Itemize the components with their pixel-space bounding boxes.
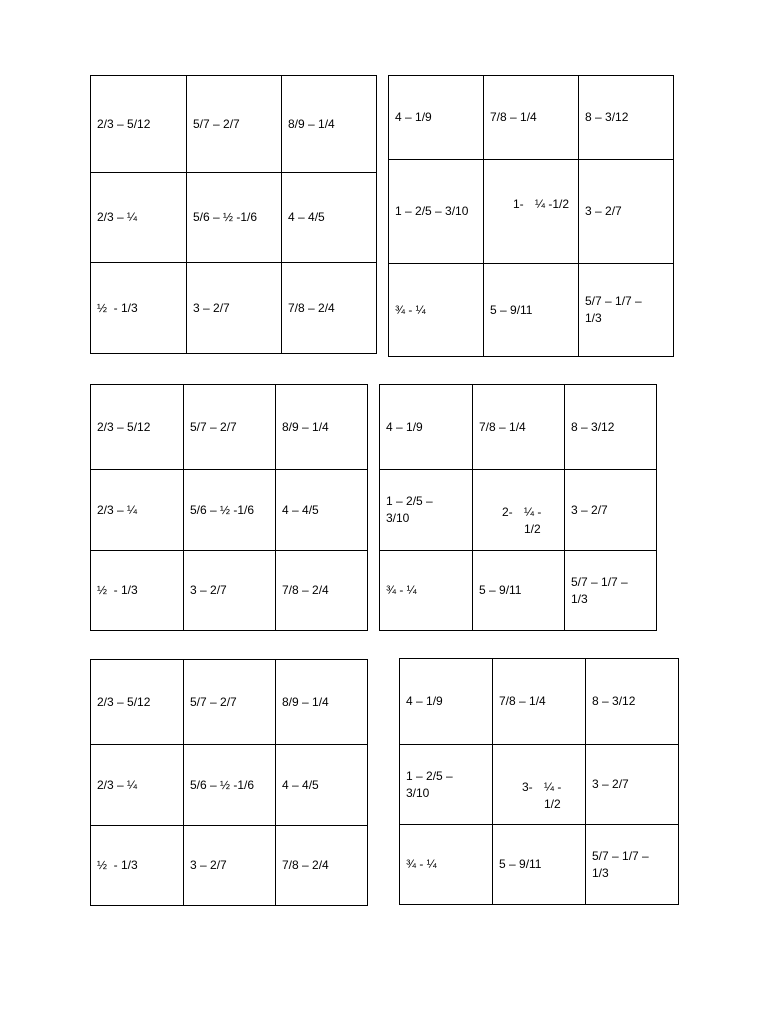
cell-expression: 3 – 2/7 xyxy=(585,204,622,218)
cell-expression: 4 – 1/9 xyxy=(386,419,423,434)
card-cell xyxy=(276,470,368,551)
cell-expression: ½ - 1/3 xyxy=(97,300,138,315)
card-cell xyxy=(380,551,473,631)
cell-expression: 4 – 1/9 xyxy=(395,110,432,124)
card-cell xyxy=(473,385,565,470)
cell-expression: 5 – 9/11 xyxy=(490,302,533,317)
cell-expression: 5/6 – ½ -1/6 xyxy=(190,502,255,517)
cell-expression: 8 – 3/12 xyxy=(571,419,615,434)
cell-expression: 3 – 2/7 xyxy=(193,300,230,315)
card-cell xyxy=(586,659,679,745)
card-cell xyxy=(565,551,657,631)
card-cell xyxy=(565,470,657,551)
cell-expression: 7/8 – 2/4 xyxy=(282,583,329,597)
cell-expression: 7/8 – 1/4 xyxy=(490,110,537,124)
cell-expression: ¼ -1/2 xyxy=(535,197,570,211)
card-cell xyxy=(493,745,586,825)
card-cell xyxy=(282,76,377,173)
cell-expression: 4 – 4/5 xyxy=(288,210,325,224)
fraction-card-2 xyxy=(388,75,674,357)
card-cell xyxy=(276,660,368,745)
cell-expression: 8 – 3/12 xyxy=(585,110,629,124)
card-cell xyxy=(91,551,184,631)
cell-expression: 4 – 1/9 xyxy=(406,694,443,708)
fraction-card-3 xyxy=(90,384,368,631)
card-cell xyxy=(389,264,484,357)
card-cell xyxy=(473,470,565,551)
card-cell xyxy=(187,76,282,173)
cell-expression: 1 – 2/5 – 3/10 xyxy=(406,768,453,800)
card-cell xyxy=(586,825,679,905)
cell-expression: 8/9 – 1/4 xyxy=(288,116,335,131)
cell-expression: 8 – 3/12 xyxy=(592,694,636,708)
cell-expression: 5/6 – ½ -1/6 xyxy=(193,210,258,224)
card-cell xyxy=(565,385,657,470)
card-cell xyxy=(276,826,368,906)
cell-expression: ¼ - 1/2 xyxy=(544,780,562,811)
card-cell xyxy=(184,826,276,906)
cell-expression: 3 – 2/7 xyxy=(571,502,608,517)
card-cell xyxy=(389,160,484,264)
cell-number-label: 2- xyxy=(502,505,513,519)
card-cell xyxy=(484,264,579,357)
card-cell xyxy=(380,385,473,470)
card-cell xyxy=(380,470,473,551)
cell-expression: 7/8 – 2/4 xyxy=(282,858,329,872)
card-cell xyxy=(187,173,282,263)
card-cell xyxy=(493,659,586,745)
card-cell xyxy=(91,660,184,745)
card-cell xyxy=(276,385,368,470)
card-cell xyxy=(484,76,579,160)
card-cell xyxy=(586,745,679,825)
cell-expression: 1 – 2/5 – 3/10 xyxy=(386,494,433,525)
card-cell xyxy=(91,470,184,551)
cell-number-label: 3- xyxy=(522,780,533,794)
card-cell xyxy=(400,659,493,745)
card-cell xyxy=(282,263,377,354)
card-cell xyxy=(91,263,187,354)
cell-expression: 4 – 4/5 xyxy=(282,502,319,517)
card-cell xyxy=(579,264,674,357)
cell-expression: 2/3 – 5/12 xyxy=(97,116,151,131)
cell-expression: 5/7 – 2/7 xyxy=(190,419,237,434)
cell-expression: 2/3 – 5/12 xyxy=(97,694,151,709)
cell-expression: 2/3 – ¼ xyxy=(97,777,138,792)
cell-number-label: 1- xyxy=(513,197,524,211)
card-cell xyxy=(184,660,276,745)
cell-expression: 2/3 – 5/12 xyxy=(97,419,151,434)
cell-expression: 3 – 2/7 xyxy=(592,777,629,791)
cell-expression: 5/7 – 1/7 – 1/3 xyxy=(585,294,642,325)
cell-expression: 5/6 – ½ -1/6 xyxy=(190,777,255,792)
cell-expression: 5/7 – 1/7 – 1/3 xyxy=(571,574,628,606)
cell-expression: 3 – 2/7 xyxy=(190,858,227,872)
card-cell xyxy=(389,76,484,160)
card-cell xyxy=(579,160,674,264)
card-cell xyxy=(187,263,282,354)
cell-expression: 7/8 – 1/4 xyxy=(499,694,546,708)
card-cell xyxy=(276,745,368,826)
cell-expression: 2/3 – ¼ xyxy=(97,210,138,224)
cell-expression: 7/8 – 1/4 xyxy=(479,419,526,434)
card-cell xyxy=(184,470,276,551)
card-cell xyxy=(91,76,187,173)
card-cell xyxy=(184,385,276,470)
cell-expression: 5 – 9/11 xyxy=(499,857,542,871)
card-cell xyxy=(91,745,184,826)
cell-expression: 5/7 – 2/7 xyxy=(193,116,240,131)
card-cell xyxy=(493,825,586,905)
card-cell xyxy=(579,76,674,160)
card-cell xyxy=(282,173,377,263)
card-cell xyxy=(91,173,187,263)
cell-expression: ½ - 1/3 xyxy=(97,858,138,872)
cell-expression: 4 – 4/5 xyxy=(282,777,319,792)
fraction-card-5 xyxy=(90,659,368,906)
card-cell xyxy=(400,745,493,825)
cell-expression: 2/3 – ¼ xyxy=(97,502,138,517)
cell-expression: ½ - 1/3 xyxy=(97,583,138,597)
cell-expression: 5/7 – 2/7 xyxy=(190,694,237,709)
cell-expression: ¼ - 1/2 xyxy=(524,505,542,536)
cell-expression: ¾ - ¼ xyxy=(395,302,426,317)
cell-expression: ¾ - ¼ xyxy=(386,583,417,597)
card-cell xyxy=(276,551,368,631)
card-cell xyxy=(184,551,276,631)
card-cell xyxy=(91,826,184,906)
cell-expression: 7/8 – 2/4 xyxy=(288,300,335,315)
cell-expression: 1 – 2/5 – 3/10 xyxy=(395,204,469,218)
cell-expression: 8/9 – 1/4 xyxy=(282,694,329,709)
card-cell xyxy=(91,385,184,470)
cell-expression: 5 – 9/11 xyxy=(479,583,522,597)
cell-expression: 8/9 – 1/4 xyxy=(282,419,329,434)
card-cell xyxy=(184,745,276,826)
card-cell xyxy=(473,551,565,631)
cell-expression: ¾ - ¼ xyxy=(406,857,437,871)
cell-expression: 3 – 2/7 xyxy=(190,583,227,597)
card-cell xyxy=(484,160,579,264)
fraction-card-6 xyxy=(399,658,679,905)
fraction-card-4 xyxy=(379,384,657,631)
card-cell xyxy=(400,825,493,905)
fraction-card-1 xyxy=(90,75,377,354)
cell-expression: 5/7 – 1/7 – 1/3 xyxy=(592,848,649,880)
